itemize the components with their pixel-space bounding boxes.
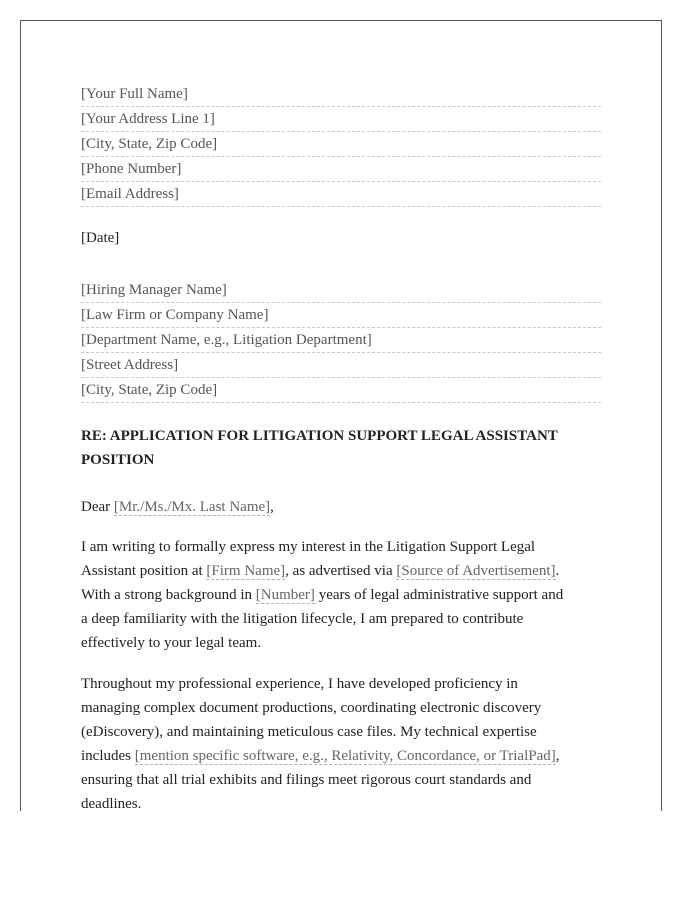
sender-email-field[interactable]: [Email Address] — [81, 183, 601, 207]
recipient-manager-field[interactable]: [Hiring Manager Name] — [81, 279, 601, 303]
recipient-department-field[interactable]: [Department Name, e.g., Litigation Department] — [81, 329, 601, 353]
sender-block — [81, 83, 601, 207]
body-paragraph-1 — [81, 535, 601, 655]
recipient-city-field[interactable]: [City, State, Zip Code] — [81, 379, 601, 403]
p1-line-4: a deep familiarity with the litigation lifecycle, I am prepared to contribute — [81, 611, 524, 627]
p2-text: includes — [81, 748, 135, 764]
p1-line-5: effectively to your legal team. — [81, 635, 262, 651]
body-paragraph-2 — [81, 672, 601, 811]
firm-name-placeholder[interactable]: [Firm Name] — [206, 563, 286, 579]
p2-line-6: deadlines. — [81, 796, 142, 811]
subject-line — [81, 424, 601, 472]
recipient-street-field[interactable]: [Street Address] — [81, 354, 601, 378]
sender-name-field[interactable]: [Your Full Name] — [81, 83, 601, 107]
recipient-firm-field[interactable]: [Law Firm or Company Name] — [81, 304, 601, 328]
salutation-name-placeholder[interactable]: [Mr./Ms./Mx. Last Name] — [113, 499, 271, 515]
subject-line-2: POSITION — [81, 452, 155, 468]
sender-address-field[interactable]: [Your Address Line 1] — [81, 108, 601, 132]
sender-phone-field[interactable]: [Phone Number] — [81, 158, 601, 182]
p2-text: , — [555, 748, 560, 764]
p1-line-3 — [81, 583, 601, 607]
p1-line-2 — [81, 559, 601, 583]
p1-text: . — [555, 563, 560, 579]
p1-text: With a strong background in — [81, 587, 256, 603]
salutation-suffix: , — [270, 499, 274, 515]
p2-line-5: ensuring that all trial exhibits and filings meet rigorous court standards and — [81, 772, 532, 788]
p1-text: , as advertised via — [285, 563, 397, 579]
recipient-block — [81, 279, 601, 403]
p1-text: years of legal administrative support and — [314, 587, 564, 603]
p2-line-2: managing complex document productions, coordinating electronic discovery — [81, 700, 542, 716]
p2-line-1: Throughout my professional experience, I have developed proficiency in — [81, 676, 518, 692]
salutation-prefix: Dear — [81, 499, 114, 515]
subject-line-1: RE: APPLICATION FOR LITIGATION SUPPORT LEGAL ASSISTANT — [81, 428, 558, 444]
p2-line-3: (eDiscovery), and maintaining meticulous case files. My technical expertise — [81, 724, 537, 740]
letter-content — [81, 83, 601, 811]
letter-page — [20, 20, 662, 811]
source-placeholder[interactable]: [Source of Advertisement] — [396, 563, 556, 579]
p1-line-1: I am writing to formally express my interest in the Litigation Support Legal — [81, 539, 536, 555]
software-placeholder[interactable]: [mention specific software, e.g., Relativity, Concordance, or TrialPad] — [134, 748, 556, 764]
salutation — [81, 496, 601, 518]
p1-text: Assistant position at — [81, 563, 207, 579]
date-field[interactable]: [Date] — [81, 230, 120, 246]
p2-line-4 — [81, 744, 601, 768]
sender-city-field[interactable]: [City, State, Zip Code] — [81, 133, 601, 157]
years-placeholder[interactable]: [Number] — [255, 587, 315, 603]
